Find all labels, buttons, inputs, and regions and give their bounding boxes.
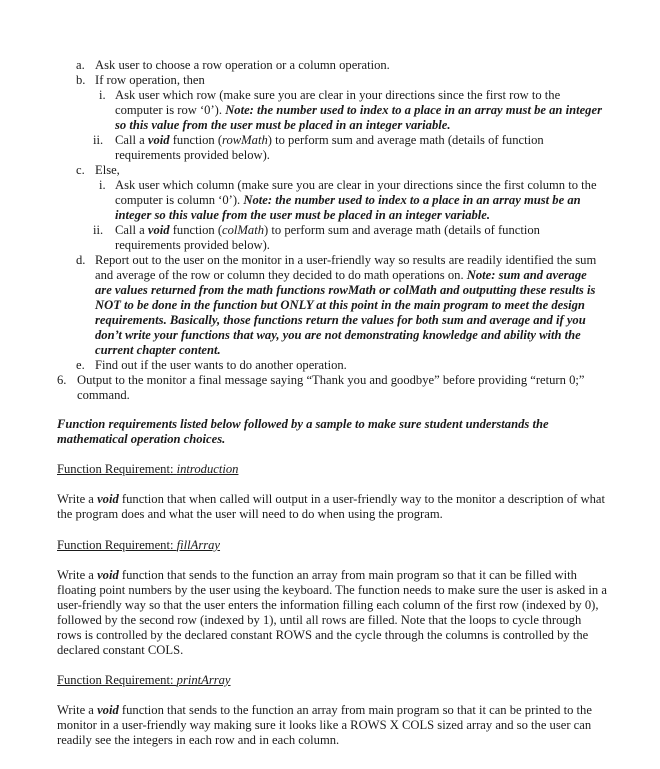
section-heading-printarray: [57, 673, 597, 688]
function-name: colMath: [222, 223, 265, 237]
void-keyword: void: [97, 492, 119, 506]
outline-marker: d.: [76, 253, 86, 267]
outline-text: Find out if the user wants to do another operation.: [95, 358, 347, 372]
outline-marker: b.: [76, 73, 86, 87]
outline-note: Note: sum and average are values returned from the math functions rowMath or colMath and outputting these results is NOT to be done in the function but ONLY at this point in the main program to meet the design requirements. Basically, those functions return the values for both sum and average and if you don’t write your functions that way, you are not demonstrating knowledge and ability with the current chapter content.: [95, 268, 596, 357]
section-body-text: function that sends to the function an array from main program so that it can be filled with floating point numbers by the user using the keyboard. The function needs to make sure the user is asked in a user-friendly way so that the user enters the information filling each column of the first row (indexed by 0), followed by the second row (indexed by 1), until all rows are filled. Note that the loops to cycle through rows is controlled by the declared constant ROWS and the cycle through the columns is controlled by the declared constant COLS.: [57, 568, 607, 657]
section-heading-introduction: [57, 462, 597, 477]
outline-text: function (: [172, 223, 223, 237]
outline-text: If row operation, then: [95, 73, 205, 87]
outline-marker: 6.: [57, 373, 67, 387]
section-body-pre: Write a: [57, 492, 94, 506]
outline-marker: ii.: [93, 133, 104, 147]
void-keyword: void: [147, 223, 170, 237]
void-keyword: void: [147, 133, 170, 147]
void-keyword: void: [97, 568, 119, 582]
section-heading-function: introduction: [176, 462, 239, 476]
section-heading-fillarray: [57, 538, 597, 553]
outline-text: Report out to the user on the monitor in a user-friendly way so results are readily identified the sum and average of the row or column they decided to do math operations on.: [95, 253, 597, 282]
outline-item-c: [76, 163, 615, 178]
outline-text: ) to perform sum and average math (details of function requirements provided below).: [115, 223, 540, 252]
section-body-text: function that sends to the function an array from main program so that it can be printed to the monitor in a user-friendly way making sure it looks like a ROWS X COLS sized array and so the user can readily see the integers in each row and in each column.: [57, 703, 592, 747]
outline-note: Note: the number used to index to a place in an array must be an integer so this value from the user must be placed in an integer variable.: [115, 193, 581, 222]
section-heading-function: printArray: [176, 673, 231, 687]
outline-text: Call a: [115, 223, 145, 237]
outline-item-a: [76, 58, 615, 73]
section-heading-label: Function Requirement:: [57, 673, 174, 687]
outline-text: Else,: [95, 163, 120, 177]
section-body-introduction: [57, 492, 607, 522]
function-name: rowMath: [222, 133, 268, 147]
outline-marker: ii.: [93, 223, 104, 237]
outline-marker: i.: [99, 88, 106, 102]
outline-item-c-i: [99, 178, 605, 223]
section-body-pre: Write a: [57, 703, 94, 717]
outline-marker: c.: [76, 163, 85, 177]
outline-marker: e.: [76, 358, 85, 372]
section-heading-label: Function Requirement:: [57, 538, 174, 552]
outline-item-b-i: [99, 88, 605, 133]
section-body-fillarray: [57, 568, 607, 658]
section-heading-function: fillArray: [176, 538, 221, 552]
outline-text: Ask user which row (make sure you are clear in your directions since the first row to the computer is row ‘0’).: [115, 88, 561, 117]
outline-item-e: [76, 358, 615, 373]
outline-item-6: [57, 373, 607, 403]
outline-item-b-ii: [93, 133, 605, 163]
outline-note: Note: the number used to index to a place in an array must be an integer so this value from the user must be placed in an integer variable.: [115, 103, 602, 132]
void-keyword: void: [97, 703, 119, 717]
outline-marker: i.: [99, 178, 106, 192]
section-heading-label: Function Requirement:: [57, 462, 174, 476]
outline-text: Ask user to choose a row operation or a column operation.: [95, 58, 390, 72]
function-requirements-heading: Function requirements listed below followed by a sample to make sure student understands the mathematical operation choices.: [57, 417, 549, 446]
outline-item-b: [76, 73, 615, 88]
section-body-printarray: [57, 703, 607, 748]
outline-item-d: [76, 253, 605, 358]
outline-text: function (: [172, 133, 223, 147]
outline-text: Output to the monitor a final message saying “Thank you and goodbye” before providing “return 0;” command.: [77, 373, 585, 402]
outline-text: Call a: [115, 133, 145, 147]
section-body-pre: Write a: [57, 568, 94, 582]
outline-text: Ask user which column (make sure you are clear in your directions since the first column to the computer is column ‘0’).: [115, 178, 597, 207]
outline-item-c-ii: [93, 223, 605, 253]
outline-text: ) to perform sum and average math (details of function requirements provided below).: [115, 133, 544, 162]
outline-marker: a.: [76, 58, 85, 72]
section-body-text: function that when called will output in a user-friendly way to the monitor a description of what the program does and what the user will need to do when using the program.: [57, 492, 605, 521]
